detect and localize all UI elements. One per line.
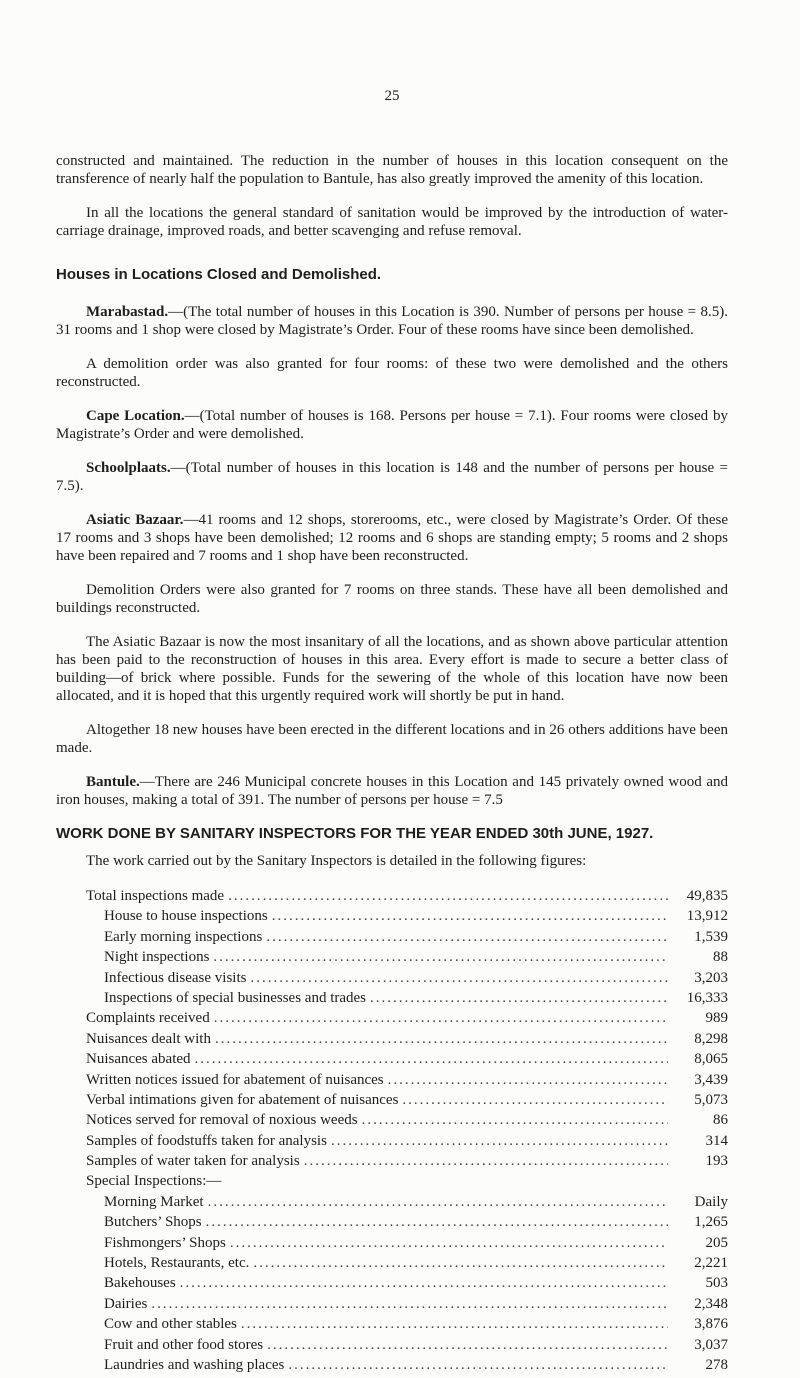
statistic-label: Bakehouses [104,1275,176,1292]
dot-leader [267,1335,668,1355]
statistic-value: 88 [713,949,728,966]
statistic-label: Fruit and other food stores [104,1336,264,1353]
statistic-value: 989 [705,1010,728,1027]
statistics-list [56,886,728,1375]
statistic-row [56,1273,728,1293]
statistic-label: Samples of foodstuffs taken for analysis [86,1132,327,1149]
paragraph-text: —(The total number of houses in this Location is 390. Number of persons per house = 8.5). 31 rooms and 1 shop were closed by Magistrate’s Order. Four of these rooms have since been demolished. [56,304,728,338]
statistic-row [56,1335,728,1355]
dot-leader [206,1212,668,1232]
paragraph-text: Demolition Orders were also granted for 7 rooms on three stands. These have all been demolished and buildings reconstructed. [56,582,728,616]
statistic-value: 3,876 [694,1316,728,1333]
section-heading: WORK DONE BY SANITARY INSPECTORS FOR THE YEAR ENDED 30th JUNE, 1927. [56,825,654,842]
statistic-value: 16,333 [686,989,728,1006]
section-heading: Houses in Locations Closed and Demolished. [56,266,382,283]
dot-leader [241,1314,668,1334]
statistic-row [56,1110,728,1130]
statistic-row [56,1070,728,1090]
statistic-value: 1,539 [694,928,728,945]
paragraph-text: —41 rooms and 12 shops, storerooms, etc., were closed by Magistrate’s Order. Of these 17 rooms and 3 shops have been demolished; 12 rooms and 6 shops are standing empty; 5 rooms and 2 shops have been repaired and 7 rooms and 1 shop have been reconstructed. [56,512,729,564]
statistic-label: Fishmongers’ Shops [104,1234,226,1251]
statistic-label: Laundries and washing places [104,1356,285,1373]
statistic-label: Verbal intimations given for abatement of nuisances [86,1091,399,1108]
dot-leader [402,1090,668,1110]
statistic-row [56,1314,728,1334]
paragraph-bantule [56,773,728,809]
statistic-label: Morning Market [104,1193,204,1210]
page-number: 25 [384,88,400,104]
statistic-value: 2,221 [694,1255,728,1272]
statistic-row [56,886,728,906]
paragraph-lead: Bantule. [86,774,140,790]
sanitary-work-section [56,825,728,1375]
dot-leader [304,1151,668,1171]
statistic-label: Nuisances abated [86,1051,191,1068]
dot-leader [331,1131,668,1151]
statistic-row [56,1192,728,1212]
paragraph-marabastad [56,303,728,339]
statistic-label: Written notices issued for abatement of nuisances [86,1071,384,1088]
dot-leader [228,886,668,906]
dot-leader [214,1008,668,1028]
statistic-label: Samples of water taken for analysis [86,1153,300,1170]
statistic-label: Infectious disease visits [104,969,247,986]
statistic-row [56,1090,728,1110]
statistic-value: 193 [705,1153,728,1170]
dot-leader [266,927,668,947]
dot-leader [208,1192,668,1212]
paragraph-text: A demolition order was also granted for four rooms: of these two were demolished and the others reconstructed. [56,356,728,390]
statistic-row [56,906,728,926]
statistic-value: 1,265 [694,1214,728,1231]
paragraph-lead: Cape Location. [86,408,185,424]
statistic-value: 2,348 [694,1295,728,1312]
dot-leader [151,1294,668,1314]
dot-leader [388,1070,668,1090]
statistic-label: Complaints received [86,1010,210,1027]
paragraph-lead: Asiatic Bazaar. [86,512,184,528]
statistic-value: 5,073 [694,1091,728,1108]
intro-paragraph-2: In all the locations the general standard of sanitation would be improved by the introduction of water-carriage drainage, improved roads, and better scavenging and refuse removal. [56,205,728,239]
statistic-row [56,1151,728,1171]
statistic-row [56,1029,728,1049]
statistic-row [56,1171,728,1191]
statistic-row [56,947,728,967]
paragraph-text: —(Total number of houses in this location is 148 and the number of persons per house = 7.5). [56,460,728,494]
paragraph-asiatic-bazaar [56,511,728,565]
intro-paragraph-1: constructed and maintained. The reduction in the number of houses in this location consequent on the transference of nearly half the population to Bantule, has also greatly improved the amenity of this location. [56,153,728,187]
statistic-row [56,1233,728,1253]
section-intro: The work carried out by the Sanitary Inspectors is detailed in the following figures: [86,853,587,869]
statistic-label: Night inspections [104,949,210,966]
statistic-row [56,927,728,947]
paragraph-lead: Schoolplaats. [86,460,171,476]
statistic-label: Inspections of special businesses and trades [104,989,367,1006]
statistic-row [56,1049,728,1069]
statistic-value: 503 [705,1275,728,1292]
dot-leader [180,1273,668,1293]
statistic-value: 86 [713,1112,728,1129]
statistic-row [56,1294,728,1314]
statistic-row [56,1212,728,1232]
paragraph-schoolplaats [56,459,728,495]
houses-closed-section [56,266,728,809]
paragraph-demolition-order [56,355,728,391]
dot-leader [195,1049,668,1069]
statistic-value: 49,835 [686,888,728,904]
statistic-label: Notices served for removal of noxious weeds [86,1112,358,1129]
statistic-value: 8,298 [694,1030,728,1047]
statistic-row [56,1008,728,1028]
statistic-value: 278 [705,1356,728,1373]
dot-leader [370,988,668,1008]
dot-leader [230,1233,668,1253]
statistic-value: 3,037 [694,1336,728,1353]
intro-section [56,152,728,240]
statistic-label: Nuisances dealt with [86,1030,211,1047]
dot-leader [215,1029,668,1049]
statistic-value: Daily [694,1193,728,1210]
statistic-value: 314 [705,1132,728,1149]
statistic-label: Early morning inspections [104,928,263,945]
paragraph-insanitary [56,633,728,705]
statistic-value: 13,912 [686,908,728,925]
paragraph-cape-location [56,407,728,443]
statistic-label: Cow and other stables [104,1316,237,1333]
statistic-label: House to house inspections [104,908,268,925]
dot-leader [253,1253,668,1273]
statistic-label: Total inspections made [86,888,225,904]
statistic-row [56,1131,728,1151]
paragraph-text: —(Total number of houses is 168. Persons per house = 7.1). Four rooms were closed by Magistrate’s Order and were demolished. [56,408,728,442]
statistic-row [56,1253,728,1273]
paragraph-new-houses [56,721,728,757]
statistic-value: 3,439 [694,1071,728,1088]
dot-leader [213,947,668,967]
paragraph-text: —There are 246 Municipal concrete houses in this Location and 145 privately owned wood and iron houses, making a total of 391. The number of persons per house = 7.5 [56,774,728,808]
dot-leader [288,1355,668,1375]
statistic-label: Butchers’ Shops [104,1214,202,1231]
statistic-row [56,988,728,1008]
paragraph-text: Altogether 18 new houses have been erected in the different locations and in 26 others additions have been made. [56,722,728,756]
statistic-label: Dairies [104,1295,148,1312]
statistic-row [56,968,728,988]
dot-leader [272,906,668,926]
statistic-value: 3,203 [694,969,728,986]
dot-leader [250,968,668,988]
statistic-row [56,1355,728,1375]
statistic-label: Special Inspections:— [86,1173,222,1190]
statistic-value: 205 [705,1234,728,1251]
statistic-label: Hotels, Restaurants, etc. [104,1255,250,1272]
paragraph-lead: Marabastad. [86,304,169,320]
paragraph-text: The Asiatic Bazaar is now the most insanitary of all the locations, and as shown above particular attention has been paid to the reconstruction of houses in this area. Every effort is made to secure a better class of building—of brick where possible. Funds for the sewering of the whole of this location have now been allocated, and it is hoped that this urgently required work will shortly be put in hand. [56,634,728,704]
dot-leader [362,1110,668,1130]
paragraph-demolition-orders [56,581,728,617]
statistic-value: 8,065 [694,1051,728,1068]
